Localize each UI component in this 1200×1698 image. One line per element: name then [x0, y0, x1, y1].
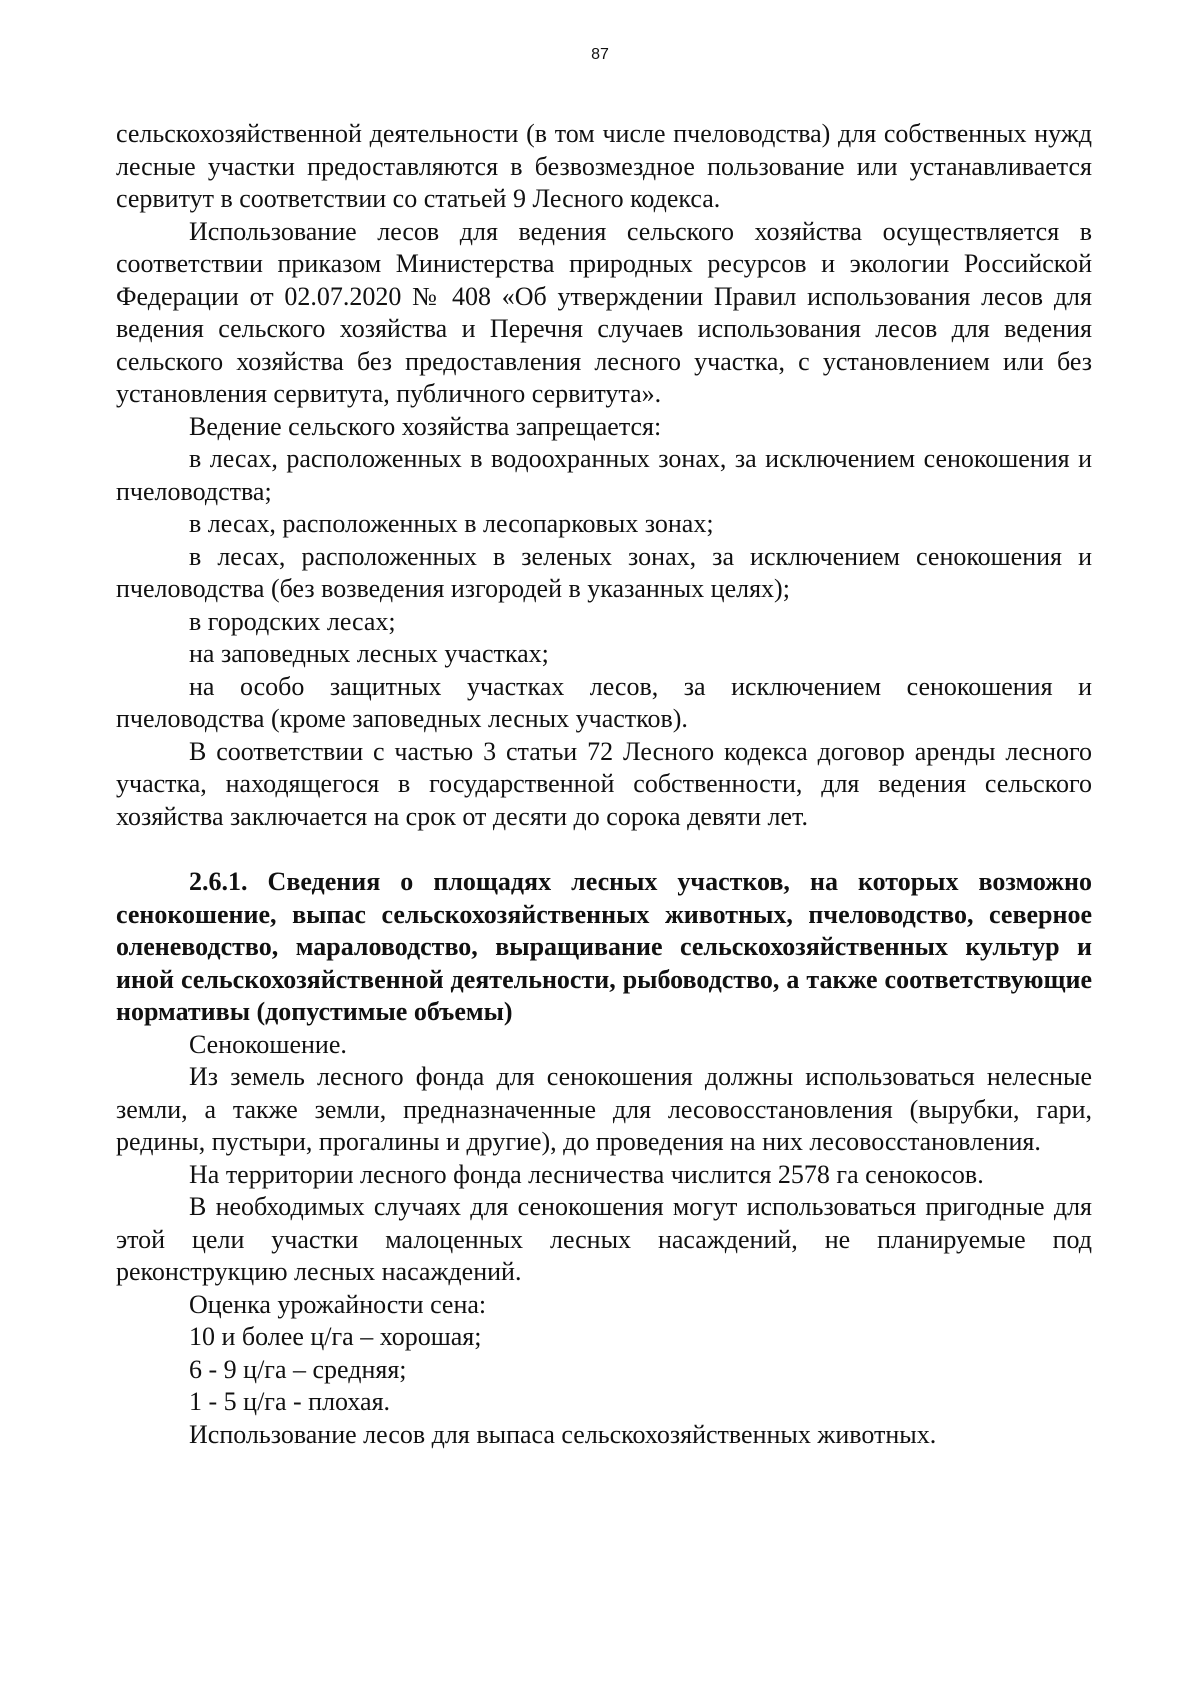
prohibition-item-green-zones: в лесах, расположенных в зеленых зонах, за исключением сенокошения и пчеловодства (без возведения изгородей в указанных целях); [116, 541, 1092, 603]
section-heading: 2.6.1. Сведения о площадях лесных участков, на которых возможно сенокошение, выпас сельскохозяйственных животных, пчеловодство, северное оленеводство, мараловодство, выращивание сельскохозяйственных культур и иной сельскохозяйственной деятельности, рыбоводство, а также соответствующие нормативы (допустимые объемы) [116, 867, 1092, 1026]
yield-level-medium: 6 - 9 ц/га – средняя; [189, 1354, 407, 1384]
paragraph-haymaking-title: Сенокошение. [189, 1029, 347, 1059]
paragraph-continuation: сельскохозяйственной деятельности (в том числе пчеловодства) для собственных нужд лесные участки предоставляются в безвозмездное пользование или устанавливается сервитут в соответствии со статьей 9 Лесного кодекса. [116, 119, 1092, 213]
yield-level-poor: 1 - 5 ц/га - плохая. [189, 1387, 391, 1416]
paragraph-haymaking-lands: Из земель лесного фонда для сенокошения должны использоваться нелесные земли, а также земли, предназначенные для лесовосстановления (вырубки, гари, редины, пустыри, прогалины и другие), до проведения на них лесовосстановления. [116, 1062, 1092, 1156]
prohibition-item-park-zones: в лесах, расположенных в лесопарковых зонах; [189, 509, 714, 538]
paragraph-yield-intro: Оценка урожайности сена: [189, 1289, 487, 1319]
paragraph-haymaking-area: На территории лесного фонда лесничества числится 2578 га сенокосов. [189, 1159, 984, 1189]
prohibition-item-water-zones: в лесах, расположенных в водоохранных зонах, за исключением сенокошения и пчеловодства; [116, 444, 1092, 506]
paragraph-grazing-title: Использование лесов для выпаса сельскохозяйственных животных. [189, 1419, 937, 1449]
prohibition-item-city-forests: в городских лесах; [189, 606, 396, 636]
yield-level-good: 10 и более ц/га – хорошая; [189, 1322, 482, 1351]
paragraph-order-reference: Использование лесов для ведения сельского хозяйства осуществляется в соответствии приказом Министерства природных ресурсов и экологии Российской Федерации от 02.07.2020 № 408 «Об утверждении Правил использования лесов для ведения сельского хозяйства и Перечня случаев использования лесов для ведения сельского хозяйства без предоставления лесного участка, с установлением или без установления сервитута, публичного сервитута». [116, 216, 1092, 408]
section-spacer [116, 833, 1092, 866]
document-body [116, 118, 1092, 1451]
prohibition-item-protective-areas: на особо защитных участках лесов, за исключением сенокошения и пчеловодства (кроме заповедных лесных участков). [116, 671, 1092, 733]
paragraph-prohibition-intro: Ведение сельского хозяйства запрещается: [189, 411, 662, 441]
prohibition-item-reserved-areas: на заповедных лесных участках; [189, 639, 549, 668]
page-number: 87 [591, 46, 609, 63]
paragraph-lease-term: В соответствии с частью 3 статьи 72 Лесного кодекса договор аренды лесного участка, находящегося в государственной собственности, для ведения сельского хозяйства заключается на срок от десяти до сорока девяти лет. [116, 736, 1092, 831]
paragraph-haymaking-cases: В необходимых случаях для сенокошения могут использоваться пригодные для этой цели участки малоценных лесных насаждений, не планируемые под реконструкцию лесных насаждений. [116, 1192, 1092, 1286]
